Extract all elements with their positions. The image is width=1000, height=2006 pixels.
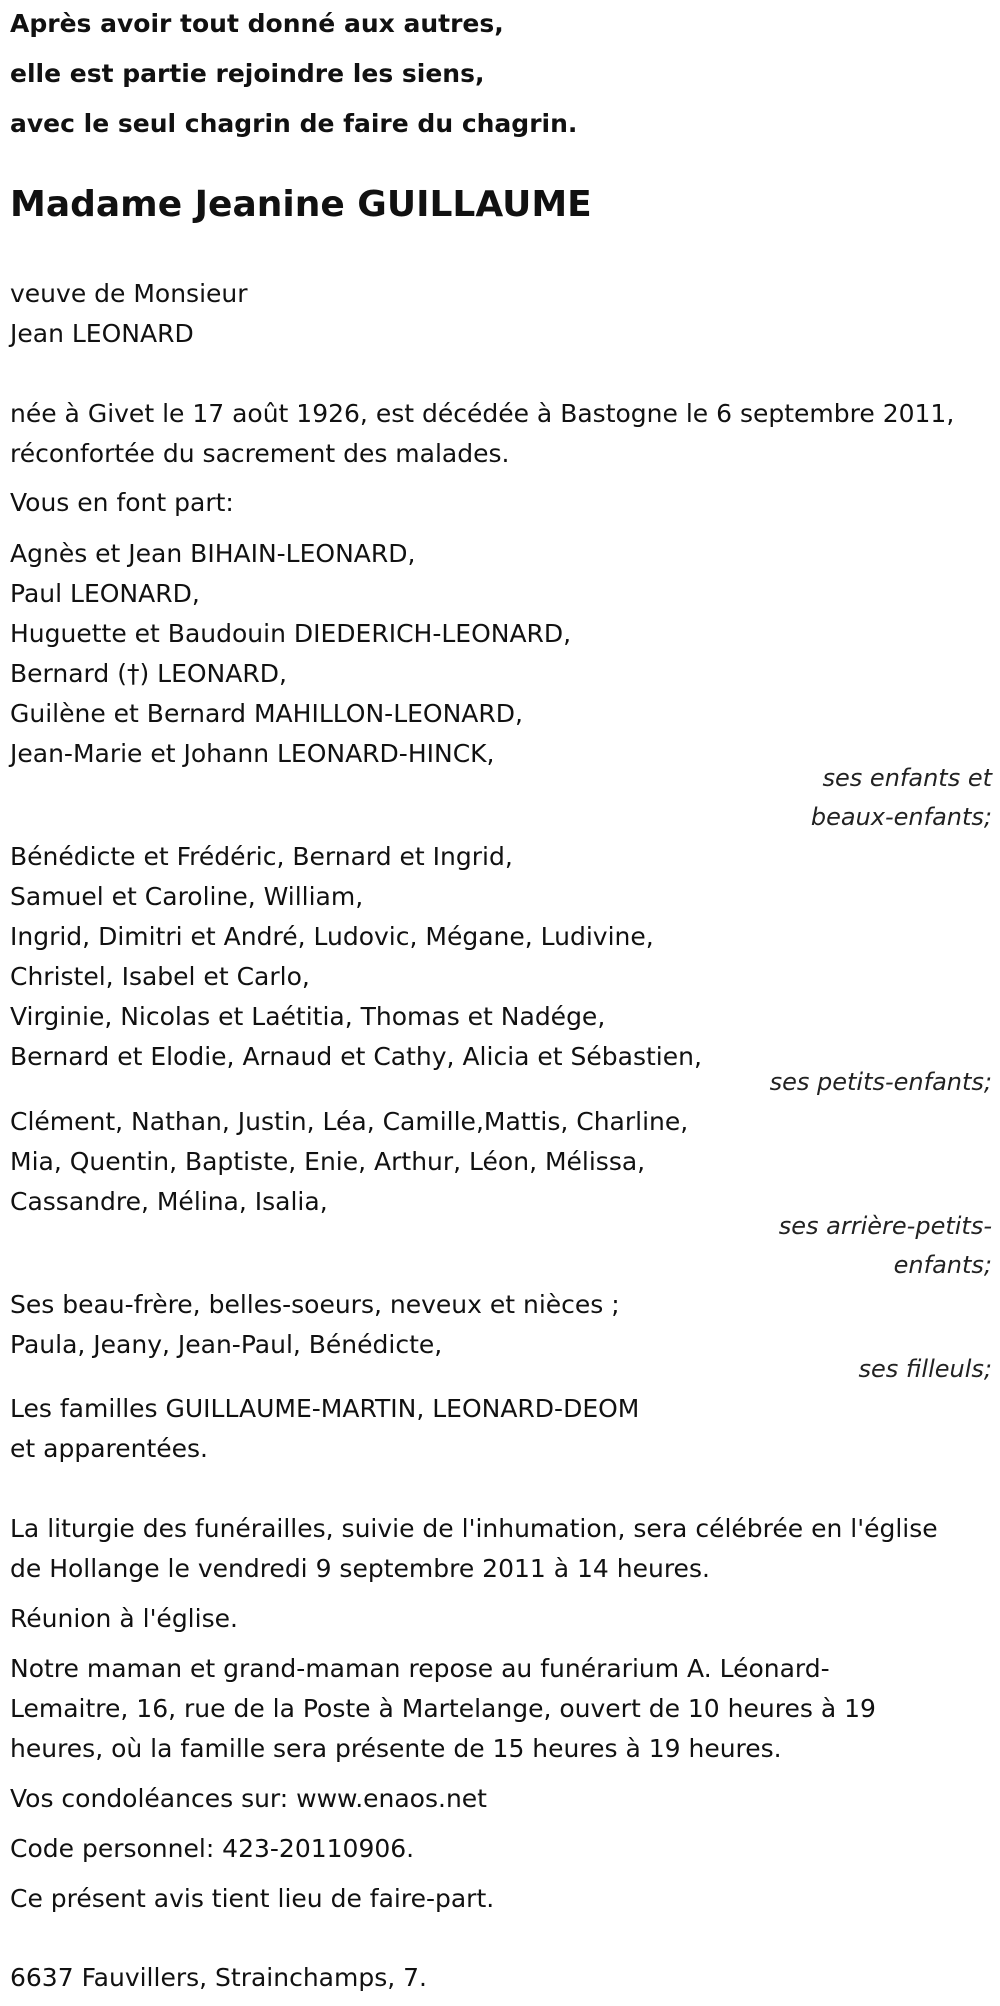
- child-line: Paul LEONARD,: [10, 579, 200, 608]
- great-grandchild-line: Cassandre, Mélina, Isalia,: [10, 1187, 328, 1216]
- children-label-1: ses enfants et: [822, 764, 992, 792]
- birth-death-line-1: née à Givet le 17 août 1926, est décédée à Bastogne le 6 septembre 2011,: [10, 399, 955, 428]
- families-line-2: et apparentées.: [10, 1434, 208, 1463]
- deceased-name: Madame Jeanine GUILLAUME: [10, 184, 592, 225]
- children-label-2: beaux-enfants;: [810, 803, 992, 831]
- child-line: Agnès et Jean BIHAIN-LEONARD,: [10, 539, 416, 568]
- godchildren-line: Paula, Jeany, Jean-Paul, Bénédicte,: [10, 1330, 443, 1359]
- godchildren-label: ses filleuls;: [858, 1355, 992, 1383]
- announce-line: Vous en font part:: [10, 488, 234, 517]
- notice-line: Ce présent avis tient lieu de faire-part.: [10, 1884, 495, 1913]
- epigraph-line-1: Après avoir tout donné aux autres,: [10, 9, 504, 38]
- grandchild-line: Bernard et Elodie, Arnaud et Cathy, Alicia et Sébastien,: [10, 1042, 702, 1071]
- epigraph-line-3: avec le seul chagrin de faire du chagrin.: [10, 109, 578, 138]
- child-line: Bernard (†) LEONARD,: [10, 659, 287, 688]
- birth-death-line-2: réconfortée du sacrement des malades.: [10, 439, 510, 468]
- meeting-line: Réunion à l'église.: [10, 1604, 238, 1633]
- godchildren-line: Ses beau-frère, belles-soeurs, neveux et nièces ;: [10, 1290, 620, 1319]
- great-grandchild-line: Mia, Quentin, Baptiste, Enie, Arthur, Léon, Mélissa,: [10, 1147, 646, 1176]
- rest-line-1: Notre maman et grand-maman repose au funérarium A. Léonard-: [10, 1654, 830, 1683]
- rest-line-3: heures, où la famille sera présente de 15 heures à 19 heures.: [10, 1734, 782, 1763]
- families-line-1: Les familles GUILLAUME-MARTIN, LEONARD-DEOM: [10, 1394, 640, 1423]
- epigraph-line-2: elle est partie rejoindre les siens,: [10, 59, 485, 88]
- child-line: Huguette et Baudouin DIEDERICH-LEONARD,: [10, 619, 572, 648]
- great-grandchildren-label-2: enfants;: [893, 1251, 992, 1279]
- widow-line-2: Jean LEONARD: [10, 319, 194, 348]
- grandchild-line: Samuel et Caroline, William,: [10, 882, 364, 911]
- grandchild-line: Bénédicte et Frédéric, Bernard et Ingrid,: [10, 842, 513, 871]
- rest-line-2: Lemaitre, 16, rue de la Poste à Martelange, ouvert de 10 heures à 19: [10, 1694, 876, 1723]
- great-grandchild-line: Clément, Nathan, Justin, Léa, Camille,Mattis, Charline,: [10, 1107, 689, 1136]
- condolences-line: Vos condoléances sur: www.enaos.net: [10, 1784, 487, 1813]
- child-line: Jean-Marie et Johann LEONARD-HINCK,: [10, 739, 495, 768]
- liturgy-line-2: de Hollange le vendredi 9 septembre 2011 à 14 heures.: [10, 1554, 710, 1583]
- grandchildren-label: ses petits-enfants;: [769, 1068, 992, 1096]
- great-grandchildren-label-1: ses arrière-petits-: [778, 1212, 992, 1240]
- liturgy-line-1: La liturgie des funérailles, suivie de l'inhumation, sera célébrée en l'église: [10, 1514, 938, 1543]
- grandchild-line: Ingrid, Dimitri et André, Ludovic, Mégane, Ludivine,: [10, 922, 654, 951]
- code-line: Code personnel: 423-20110906.: [10, 1834, 415, 1863]
- grandchild-line: Christel, Isabel et Carlo,: [10, 962, 310, 991]
- widow-line-1: veuve de Monsieur: [10, 279, 248, 308]
- address-line: 6637 Fauvillers, Strainchamps, 7.: [10, 1963, 427, 1992]
- child-line: Guilène et Bernard MAHILLON-LEONARD,: [10, 699, 523, 728]
- grandchild-line: Virginie, Nicolas et Laétitia, Thomas et Nadége,: [10, 1002, 606, 1031]
